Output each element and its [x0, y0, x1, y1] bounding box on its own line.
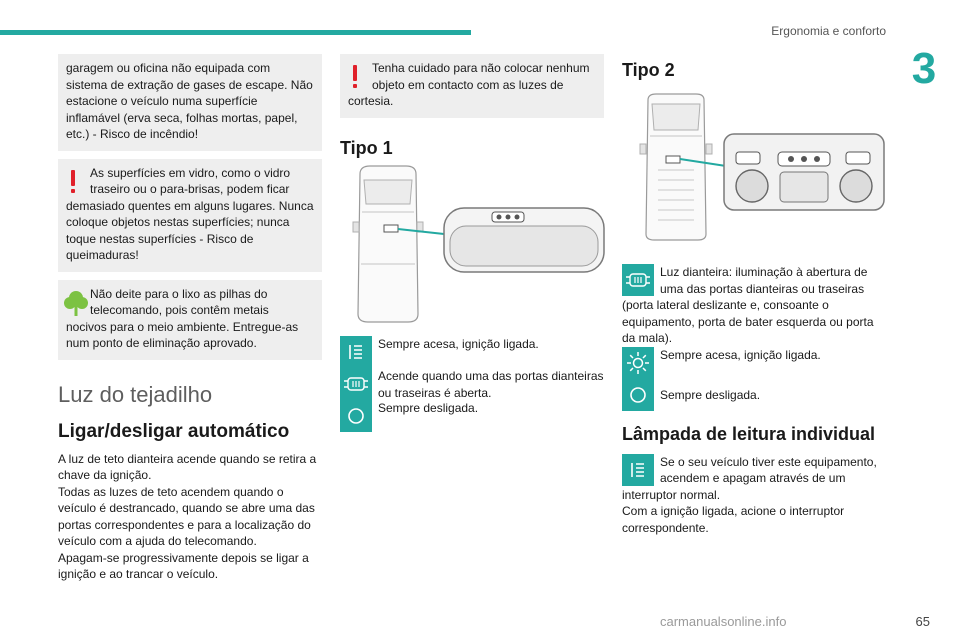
door-light-icon — [622, 264, 654, 296]
tree-icon — [63, 289, 89, 317]
eco-note-text-first: Não deite para o lixo as pilhas do telecomando, pois contêm metais — [90, 286, 269, 317]
type-2-row-on — [622, 347, 886, 379]
paragraph: A luz de teto dianteira acende quando se retira a chave da ignição. — [58, 451, 317, 482]
sun-icon — [622, 347, 654, 379]
warning-note-courtesy — [340, 54, 604, 118]
light-on-icon — [622, 454, 654, 486]
type-1-illustration — [346, 164, 608, 324]
type-2-row-front-text-rest: (porta lateral deslizante e, consoante o equipamento, porta de bater esquerda ou porta da mala). — [622, 298, 874, 345]
column-middle — [340, 54, 604, 159]
type-1-row-on-text: Sempre acesa, ignição ligada. — [378, 337, 539, 351]
light-on-icon — [340, 336, 372, 368]
reading-lamp-row — [622, 454, 886, 487]
reading-lamp-text-rest: interruptor normal. — [622, 487, 721, 502]
watermark: carmanualsonline.info — [660, 614, 787, 629]
paragraph: Todas as luzes de teto acendem quando o veículo é destrancado, quando se abre uma das portas correspondentes e para a localização do veículo com a ajuda do telecomando. — [58, 484, 315, 548]
warning-note-glass — [58, 159, 322, 272]
warning-icon — [351, 65, 359, 89]
note-garage — [58, 54, 322, 151]
header-accent-bar — [0, 30, 471, 35]
light-off-icon — [622, 379, 654, 411]
page-number: 65 — [915, 614, 930, 629]
eco-note-batteries — [58, 280, 322, 360]
door-light-icon — [340, 368, 372, 400]
warning-note-text-rest: cortesia. — [348, 94, 394, 108]
note-garage-text: garagem ou oficina não equipada com sistema de extração de gases de escape. Não estacione o veículo numa superfície inflamável (erva seca, folhas mortas, papel, etc.) - Risco de incêndio! — [66, 61, 313, 141]
type-2-row-off-text: Sempre desligada. — [660, 387, 761, 402]
type-1-row-door — [340, 368, 604, 401]
section-title: Luz do tejadilho — [58, 381, 213, 407]
type-2-row-front-text-first: Luz dianteira: iluminação à abertura de uma das portas dianteiras ou traseiras — [660, 265, 868, 296]
type-1-row-off-text: Sempre desligada. — [378, 401, 479, 415]
reading-lamp-text-first: Se o seu veículo tiver este equipamento, acendem e apagam através de um — [660, 454, 877, 485]
paragraph: Apagam-se progressivamente depois se ligar a ignição e ao trancar o veículo. — [58, 550, 309, 581]
reading-lamp-title: Lâmpada de leitura individual — [622, 423, 876, 444]
warning-note-text-first: Tenha cuidado para não colocar nenhum objeto em contacto com as luzes de — [372, 61, 590, 92]
type-2-row-off — [622, 379, 886, 411]
type-1-title: Tipo 1 — [340, 137, 393, 158]
warning-icon — [69, 170, 77, 194]
type-1-row-off — [340, 400, 604, 432]
type-1-row-on — [340, 336, 604, 368]
subsection-title: Ligar/desligar automático — [58, 420, 290, 442]
type-1-row-door-text: Acende quando uma das portas dianteiras ou traseiras é aberta. — [378, 369, 604, 400]
chapter-title: Ergonomia e conforto — [771, 24, 886, 38]
type-2-list — [622, 264, 886, 536]
type-2-title: Tipo 2 — [622, 60, 675, 80]
light-off-icon — [340, 400, 372, 432]
chapter-number: 3 — [911, 44, 937, 93]
warning-note-text-rest: demasiado quentes em alguns lugares. Nunca coloque objetos nestas superfícies; nunca toque nestas superfícies - Risco de queimaduras! — [66, 198, 314, 262]
type-2-illustration — [628, 92, 888, 242]
paragraph: Com a ignição ligada, acione o interruptor correspondente. — [622, 504, 845, 535]
type-2-row-on-text: Sempre acesa, ignição ligada. — [660, 347, 821, 362]
column-left — [58, 54, 322, 583]
warning-note-text-first: As superfícies em vidro, como o vidro traseiro ou o para-brisas, podem ficar — [90, 165, 291, 196]
type-2-row-front — [622, 264, 886, 297]
eco-note-text-rest: nocivos para o meio ambiente. Entregue-as num ponto de eliminação aprovado. — [66, 319, 299, 350]
